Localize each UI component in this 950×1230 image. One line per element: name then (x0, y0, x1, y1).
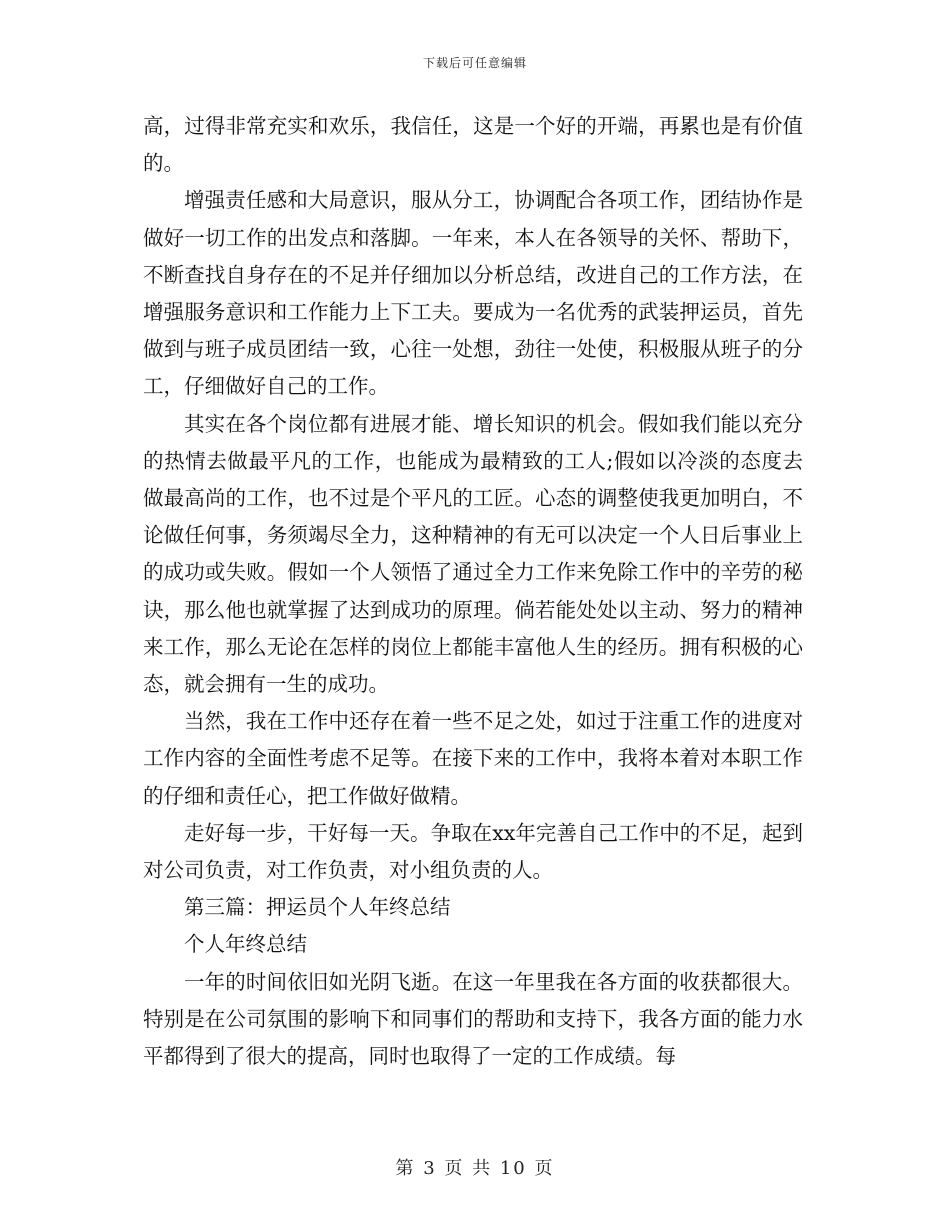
paragraph-5: 走好每一步，干好每一天。争取在xx年完善自己工作中的不足，起到对公司负责，对工作负责，对小组负责的人。 (143, 820, 803, 883)
document-body (143, 108, 803, 1075)
paragraph-6: 一年的时间依旧如光阴飞逝。在这一年里我在各方面的收获都很大。特别是在公司氛围的影响下和同事们的帮助和支持下，我各方面的能力水平都得到了很大的提高，同时也取得了一定的工作成绩。每 (143, 969, 803, 1069)
page-header: 下载后可任意编辑 (422, 56, 527, 70)
paragraph-1: 高，过得非常充实和欢乐，我信任，这是一个好的开端，再累也是有价值的。 (143, 114, 803, 176)
paragraph-2: 增强责任感和大局意识，服从分工，协调配合各项工作，团结协作是做好一切工作的出发点和落脚。一年来，本人在各领导的关怀、帮助下，不断查找自身存在的不足并仔细加以分析总结，改进自己的工作方法，在增强服务意识和工作能力上下工夫。要成为一名优秀的武装押运员，首先做到与班子成员团结一致，心往一处想，劲往一处使，积极服从班子的分工，仔细做好自己的工作。 (143, 188, 803, 399)
section-heading: 第三篇：押运员个人年终总结 (184, 895, 451, 920)
page-number-footer: 第 3 页 共 10 页 (395, 1158, 555, 1179)
section-subheading: 个人年终总结 (184, 932, 307, 957)
paragraph-3: 其实在各个岗位都有进展才能、增长知识的机会。假如我们能以充分的热情去做最平凡的工作，也能成为最精致的工人;假如以冷淡的态度去做最高尚的工作，也不过是个平凡的工匠。心态的调整使我更加明白，不论做任何事，务须竭尽全力，这种精神的有无可以决定一个人日后事业上的成功或失败。假如一个人领悟了通过全力工作来免除工作中的辛劳的秘诀，那么他也就掌握了达到成功的原理。倘若能处处以主动、努力的精神来工作，那么无论在怎样的岗位上都能丰富他人生的经历。拥有积极的心态，就会拥有一生的成功。 (143, 411, 803, 697)
paragraph-4: 当然，我在工作中还存在着一些不足之处，如过于注重工作的进度对工作内容的全面性考虑不足等。在接下来的工作中，我将本着对本职工作的仔细和责任心，把工作做好做精。 (143, 709, 803, 808)
